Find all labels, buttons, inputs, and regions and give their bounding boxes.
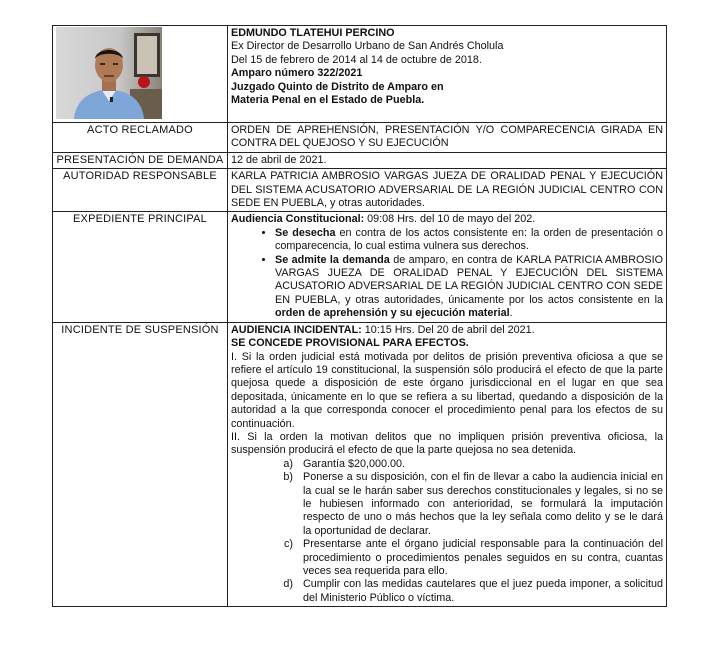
audiencia-incidental-label: AUDIENCIA INCIDENTAL: <box>231 323 362 336</box>
autoridad-label: AUTORIDAD RESPONSABLE <box>53 169 228 212</box>
incidente-row <box>53 322 667 607</box>
expediente-row <box>53 212 667 322</box>
bullet-text: en contra de los actos consistente en: la orden de presentación o comparecencia, lo cual estima vulnera sus derechos. <box>275 226 664 253</box>
list-item: c. Presentarse ante el órgano judicial responsable para la continuación del procedimiento o procedimientos penales seguidos en su contra, cuantas veces sea requerida para ello. <box>293 538 663 578</box>
incidente-label: INCIDENTE DE SUSPENSIÓN <box>53 322 228 607</box>
autoridad-row <box>53 169 667 212</box>
acto-reclamado-label: ACTO RECLAMADO <box>53 123 228 153</box>
bullet-bold: Se admite la demanda <box>275 253 390 266</box>
bullet-end: . <box>509 307 513 320</box>
autoridad-text: KARLA PATRICIA AMBROSIO VARGAS JUEZA DE ORALIDAD PENAL Y EJECUCIÓN DEL SISTEMA ACUSATORIO ADVERSARIAL DE LA REGIÓN JUDICIAL CENTRO CON SEDE EN PUEBLA, y otras autoridades. <box>228 169 667 212</box>
person-position: Ex Director de Desarrollo Urbano de San Andrés Cholula <box>231 40 504 53</box>
audiencia-incidental-text: 10:15 Hrs. Del 20 de abril del 2021. <box>361 323 535 336</box>
expediente-content <box>228 212 667 322</box>
paragraph-2: II. Si la orden la motivan delitos que no impliquen prisión preventiva oficiosa, la suspensión producirá el efecto de que la parte quejosa no sea detenida. <box>231 430 663 457</box>
acto-reclamado-row <box>53 123 667 153</box>
header-row <box>53 26 667 123</box>
header-info <box>228 26 667 123</box>
list-item <box>275 254 663 321</box>
expediente-label: EXPEDIENTE PRINCIPAL <box>53 212 228 322</box>
court-line-1: Juzgado Quinto de Distrito de Amparo en <box>231 80 444 93</box>
service-period: Del 15 de febrero de 2014 al 14 de octubre de 2018. <box>231 53 482 66</box>
paragraph-1: I. Si la orden judicial está motivada por delitos de prisión preventiva oficiosa a que se refiere el artículo 19 constitucional, la suspensión sólo producirá el efecto de que la parte quejosa quede a disposición de este órgano jurisdiccional en el lugar en que sea depositada, únicamente en lo que se refiera a su libertad, quedando a disposición de la autoridad a la que corresponda conocer el procedimiento penal para los efectos de su continuación. <box>231 350 663 430</box>
audiencia-constitucional-text: 09:08 Hrs. del 10 de mayo del 202. <box>364 213 536 226</box>
expediente-bullets <box>231 227 663 321</box>
person-name: EDMUNDO TLATEHUI PERCINO <box>231 27 395 39</box>
presentacion-text: 12 de abril de 2021. <box>228 152 667 168</box>
presentacion-row <box>53 152 667 168</box>
audiencia-constitucional-label: Audiencia Constitucional: <box>231 213 365 226</box>
bullet-bold-end: orden de aprehensión y su ejecución material <box>275 307 510 320</box>
person-photo <box>56 27 162 119</box>
amparo-number: Amparo número 322/2021 <box>231 67 363 80</box>
court-line-2: Materia Penal en el Estado de Puebla. <box>231 94 425 107</box>
bullet-bold: Se desecha <box>275 226 336 239</box>
photo-cell <box>53 26 228 123</box>
case-summary-table <box>52 25 667 607</box>
audiencia-incidental <box>231 324 663 337</box>
bullet-text: de amparo, en contra de KARLA PATRICIA AMBROSIO VARGAS JUEZA DE ORALIDAD PENAL Y EJECUCIÓN DEL SISTEMA ACUSATORIO ADVERSARIAL DE LA REGIÓN JUDICIAL CENTRO CON SEDE EN PUEBLA, y otras autoridades, únicamente por los actos consistente en la <box>275 253 663 306</box>
list-item <box>275 227 663 254</box>
incidente-content <box>228 322 667 607</box>
acto-reclamado-text: ORDEN DE APREHENSIÓN, PRESENTACIÓN Y/O COMPARECENCIA GIRADA EN CONTRA DEL QUEJOSO Y SU EJECUCIÓN <box>228 123 667 153</box>
list-item: d. Cumplir con las medidas cautelares que el juez pueda imponer, a solicitud del Ministerio Público o víctima. <box>293 578 663 605</box>
conditions-list <box>231 458 663 605</box>
audiencia-constitucional <box>231 213 663 226</box>
concede-heading: SE CONCEDE PROVISIONAL PARA EFECTOS. <box>231 337 469 350</box>
list-item: b. Ponerse a su disposición, con el fin de llevar a cabo la audiencia inicial en la cual se le harán saber sus derechos constitucionales y legales, si no se le hubiesen informado con anterioridad, se formulará la imputación respecto de uno o más hechos que la ley señala como delito y se le dará la oportunidad de declarar. <box>293 471 663 538</box>
presentacion-label: PRESENTACIÓN DE DEMANDA <box>53 152 228 168</box>
list-item: a. Garantía $20,000.00. <box>293 458 663 471</box>
